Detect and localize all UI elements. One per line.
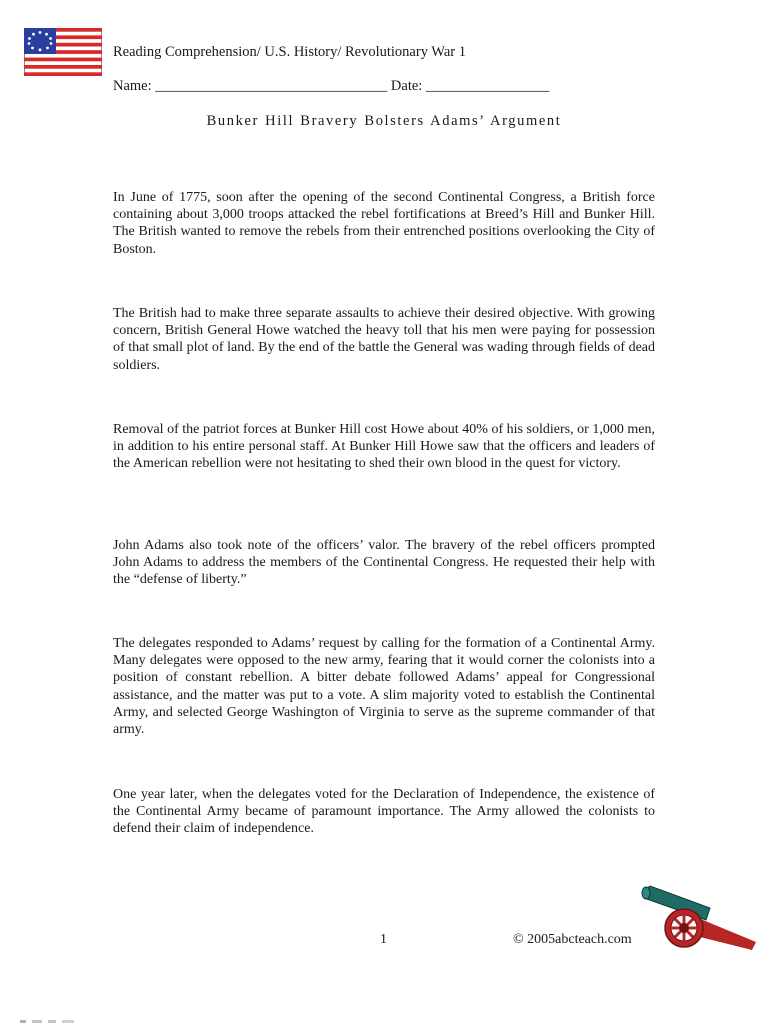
betsy-ross-flag-icon [24, 28, 102, 76]
date-label: Date: [390, 78, 423, 94]
paragraph-2: The British had to make three separate assaults to achieve their desired objective. With growing concern, British General Howe watched the heavy toll that his men were paying for possession of that small plot of land. By the end of the battle the General was wading through fields of dead soldiers. [113, 306, 655, 373]
scan-mark [20, 1018, 90, 1024]
page-title: Bunker Hill Bravery Bolsters Adams’ Argument [206, 113, 562, 129]
copyright-notice: © 2005abcteach.com [513, 932, 632, 947]
page-number: 1 [380, 932, 387, 947]
name-date-line [113, 78, 549, 95]
date-blank: _________________ [425, 78, 550, 94]
paragraph-3: Removal of the patriot forces at Bunker Hill cost Howe about 40% of his soldiers, or 1,000 men, in addition to his entire personal staff. At Bunker Hill Howe saw that the officers and leaders of the American rebellion were not hesitating to shed their own blood in the quest for victory. [113, 422, 655, 472]
name-blank: ________________________________ [155, 78, 388, 94]
paragraph-1: In June of 1775, soon after the opening of the second Continental Congress, a British force containing about 3,000 troops attacked the rebel fortifications at Breed’s Hill and Bunker Hill. The British wanted to remove the rebels from their entrenched positions overlooking the City of Boston. [113, 190, 655, 257]
paragraph-5: The delegates responded to Adams’ request by calling for the formation of a Continental Army. Many delegates were opposed to the new army, fearing that it would corner the colonists into a position of constant rebellion. A bitter debate followed Adams’ appeal for Congressional assistance, and the matter was put to a vote. A slim majority voted to establish the Continental Army, and selected George Washington of Virginia to serve as the supreme commander of that army. [113, 636, 655, 738]
worksheet-subject: Reading Comprehension/ U.S. History/ Revolutionary War 1 [113, 44, 466, 60]
name-label: Name: [113, 78, 152, 94]
cannon-icon [640, 884, 756, 954]
paragraph-6: One year later, when the delegates voted for the Declaration of Independence, the existence of the Continental Army became of paramount importance. The Army allowed the colonists to defend their claim of independence. [113, 787, 655, 837]
paragraph-4: John Adams also took note of the officers’ valor. The bravery of the rebel officers prompted John Adams to address the members of the Continental Congress. He requested their help with the “defense of liberty.” [113, 538, 655, 588]
